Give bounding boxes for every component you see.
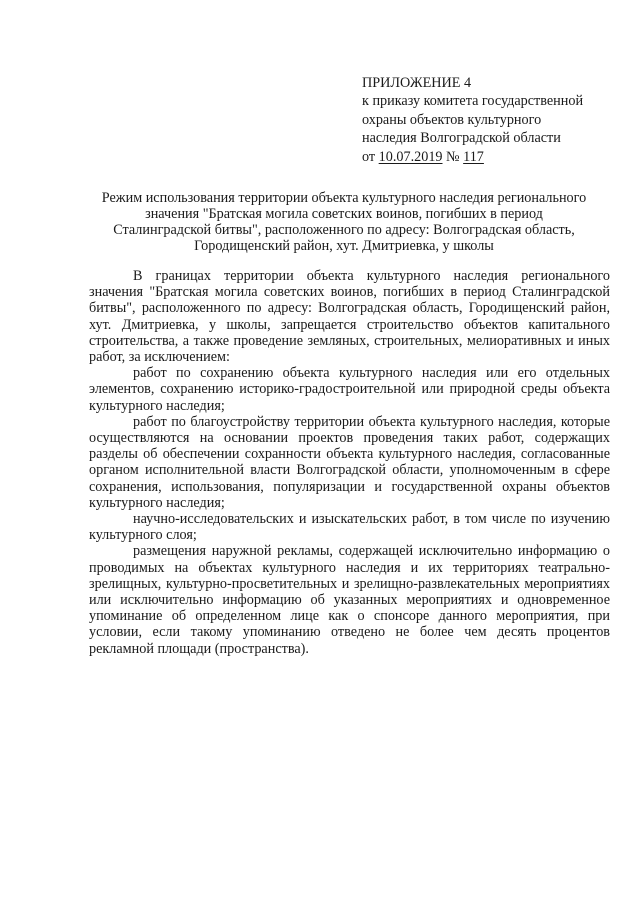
- body-paragraph: В границах территории объекта культурного наследия регионального значения "Братская могила советских воинов, погибших в период Сталинградской битвы", расположенного по адресу: Волгоградская область, Городищенский район, хут. Дмитриевка, у школы, запрещается строительство объектов капитального строительства, а также проведение земляных, строительных, мелиоративных и иных работ, за исключением:: [89, 268, 610, 366]
- title-line: Сталинградской битвы", расположенного по адресу: Волгоградская область,: [113, 222, 575, 238]
- appendix-date-line: [362, 148, 624, 166]
- date-prefix: от: [362, 148, 379, 165]
- appendix-line: наследия Волгоградской области: [362, 130, 561, 147]
- document-title: [84, 190, 604, 254]
- number-sign: №: [442, 148, 464, 165]
- order-number: 117: [463, 148, 484, 165]
- appendix-header: [362, 74, 624, 166]
- title-line: значения "Братская могила советских воинов, погибших в период: [145, 206, 543, 222]
- body-paragraph: размещения наружной рекламы, содержащей исключительно информацию о проводимых на объектах культурного наследия и их территориях театрально-зрелищных, культурно-просветительных и зрелищно-развлекательных мероприятиях или исключительно информацию об указанных мероприятиях и одновременное упоминание об определенном лице как о спонсоре данного мероприятия, при условии, если такому упоминанию отведено не более чем десять процентов рекламной площади (пространства).: [89, 543, 610, 657]
- appendix-line: к приказу комитета государственной: [362, 93, 584, 110]
- title-line: Режим использования территории объекта культурного наследия регионального: [101, 190, 587, 206]
- title-line: Городищенский район, хут. Дмитриевка, у школы: [194, 238, 494, 254]
- appendix-title: ПРИЛОЖЕНИЕ 4: [362, 75, 472, 91]
- body-paragraph: работ по сохранению объекта культурного наследия или его отдельных элементов, сохранению историко-градостроительной или природной среды объекта культурного наследия;: [89, 365, 610, 414]
- document-body: [89, 268, 610, 657]
- appendix-line: охраны объектов культурного: [362, 111, 542, 128]
- body-paragraph: научно-исследовательских и изыскательских работ, в том числе по изучению культурного слоя;: [89, 511, 610, 544]
- order-date: 10.07.2019: [378, 148, 443, 165]
- body-paragraph: работ по благоустройству территории объекта культурного наследия, которые осуществляются на основании проектов проведения таких работ, содержащих разделы об обеспечении сохранности объекта культурного наследия, согласованные органом исполнительной власти Волгоградской области, уполномоченным в сфере сохранения, использования, популяризации и государственной охраны объектов культурного наследия;: [89, 413, 610, 511]
